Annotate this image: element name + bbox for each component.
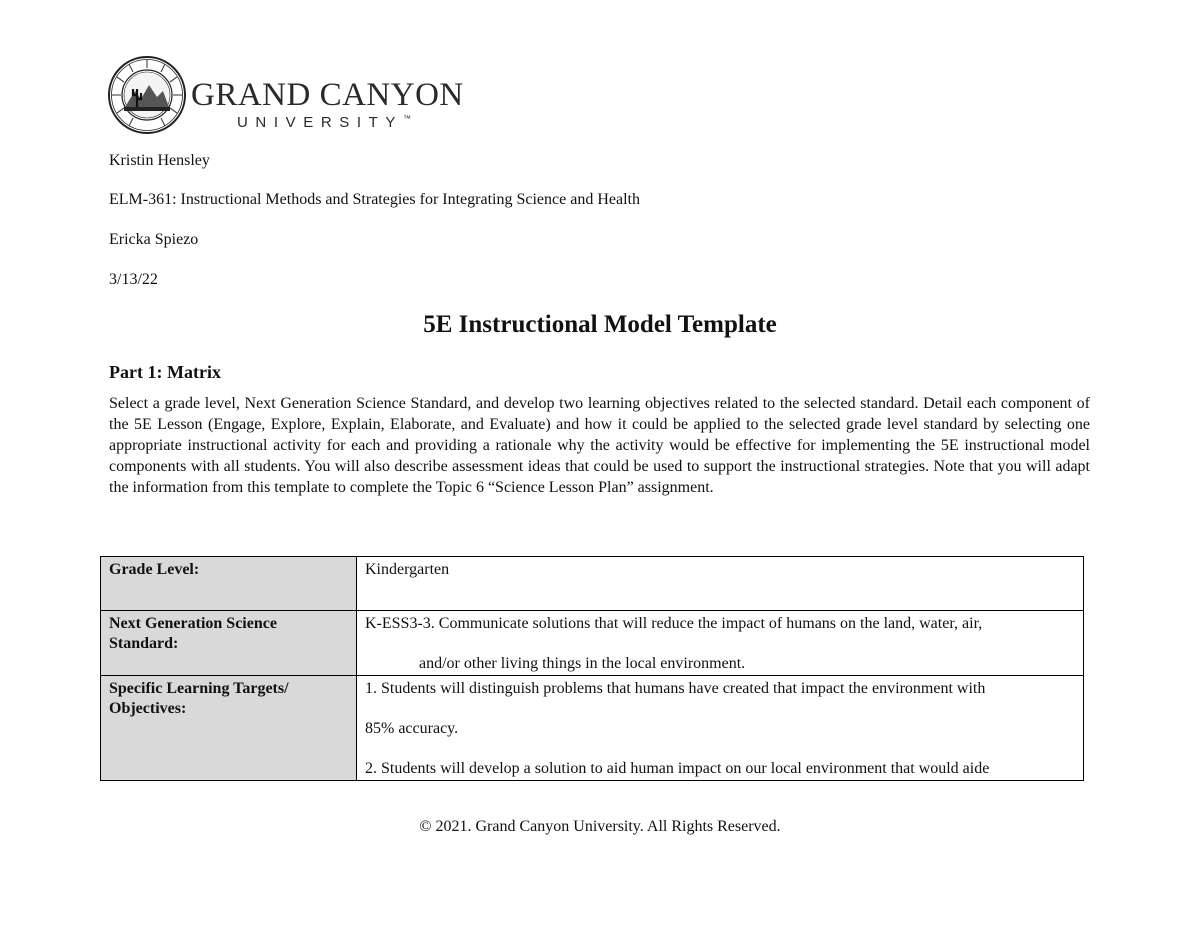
part-heading: Part 1: Matrix (109, 362, 221, 382)
standard-line-2: and/or other living things in the local environment. (419, 655, 746, 672)
standard-label: Next Generation Science Standard: (101, 611, 357, 676)
table-row (101, 611, 1084, 676)
grade-level-value: Kindergarten (357, 557, 1084, 611)
course-name: ELM-361: Instructional Methods and Strategies for Integrating Science and Health (109, 191, 640, 208)
table-row (101, 557, 1084, 611)
document-title: 5E Instructional Model Template (423, 311, 777, 338)
logo-name: GRAND CANYON (191, 77, 464, 113)
target-1-line-2: 85% accuracy. (365, 720, 459, 737)
standard-line-1: K-ESS3-3. Communicate solutions that will reduce the impact of humans on the land, water, air, (365, 615, 983, 632)
standard-value (357, 611, 1084, 676)
learning-targets-value (357, 676, 1084, 781)
learning-targets-label: Specific Learning Targets/ Objectives: (101, 676, 357, 781)
target-1-line-1: 1. Students will distinguish problems that humans have created that impact the environment with (365, 680, 986, 697)
table-row (101, 676, 1084, 781)
target-2-line-1: 2. Students will develop a solution to aid human impact on our local environment that would aide (365, 760, 990, 777)
grade-level-label: Grade Level: (101, 557, 357, 611)
logo-wordmark (191, 79, 464, 131)
university-seal-icon (107, 55, 187, 135)
instructions-paragraph: Select a grade level, Next Generation Science Standard, and develop two learning objectives related to the selected standard. Detail each component of the 5E Lesson (Engage, Explore, Explain, Elaborate, and Evaluate) and how it could be applied to the selected grade level standard by selecting one appropriate instructional activity for each and providing a rationale why the activity would be effective for implementing the 5E instructional model components with all students. You will also describe assessment ideas that could be used to support the instructional strategies. Note that you will adapt the information from this template to complete the Topic 6 “Science Lesson Plan” assignment. (109, 395, 1090, 496)
student-name: Kristin Hensley (109, 152, 210, 169)
matrix-table (100, 556, 1084, 781)
document-date: 3/13/22 (109, 271, 158, 288)
copyright-footer: © 2021. Grand Canyon University. All Rights Reserved. (419, 818, 781, 835)
instructor-name: Ericka Spiezo (109, 231, 199, 248)
logo-subtitle: UNIVERSITY™ (237, 114, 412, 131)
university-logo (107, 55, 464, 135)
